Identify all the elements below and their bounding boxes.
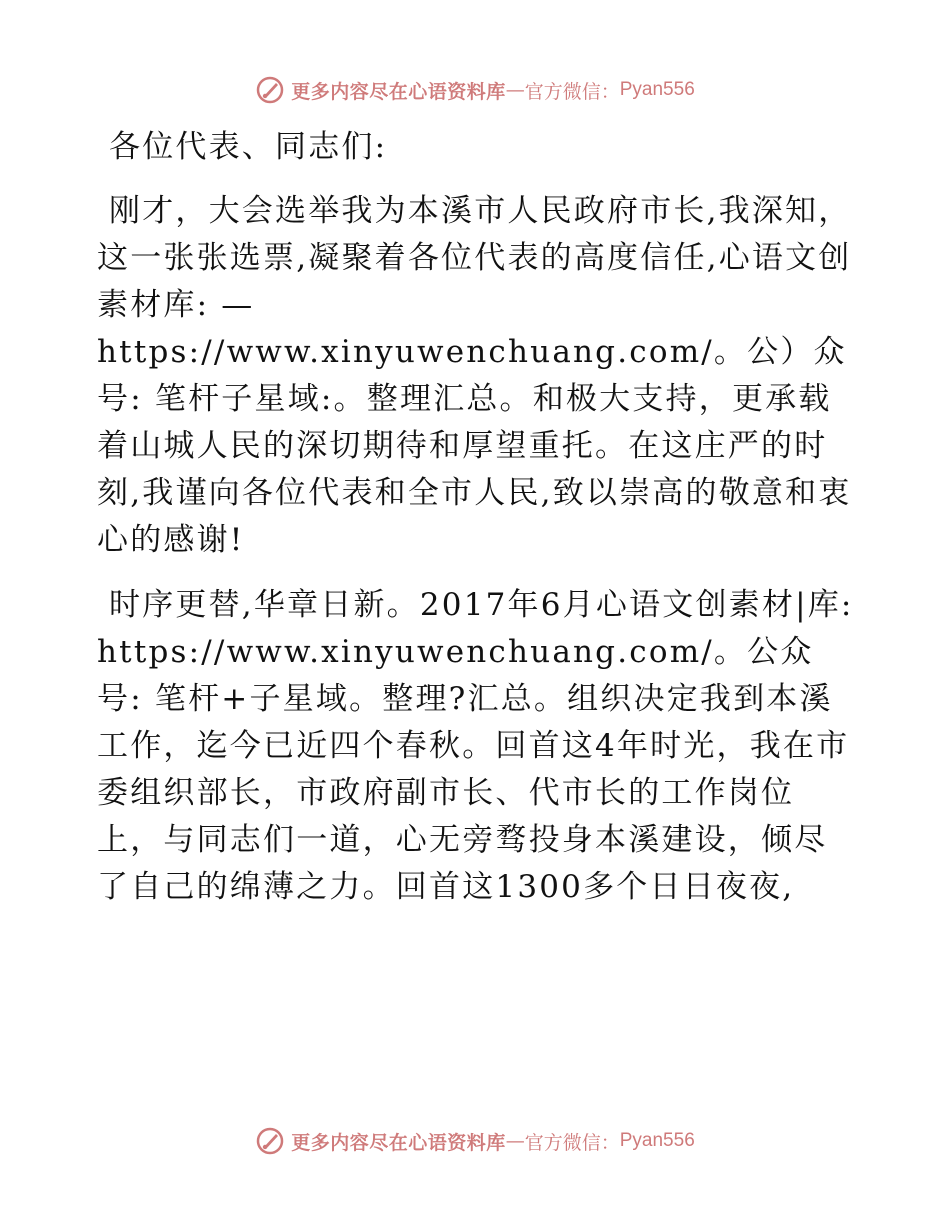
greeting: 各位代表、同志们: <box>109 129 388 165</box>
watermark-text: 更多内容尽在心语资料库 <box>291 1131 506 1154</box>
watermark-wechat-id: Pyan556 <box>619 1130 695 1151</box>
paragraph: 时序更替,华章日新。2017年6月心语文创素材|库: https://www.xinyuwenchuang.com/。公众号: 笔杆+子星域。整理?汇总。组织决定我到本溪工作，迄今已近四个春秋。回首这4年时光，我在市委组织部长，市政府副市长、代市长的工作岗位上，与同志们一道，心无旁骛投身本溪建设，倾尽了自己的绵薄之力。回首这1300多个日日夜夜, <box>97 587 854 905</box>
watermark-text: 更多内容尽在心语资料库 <box>291 80 506 103</box>
watermark-separator: — <box>505 1130 525 1152</box>
paragraph: 刚才，大会选举我为本溪市人民政府市长,我深知，这一张张选票,凝聚着各位代表的高度信任,心语文创素材库: —https://www.xinyuwenchuang.com/。公）众号: 笔杆子星域:。整理汇总。和极大支持，更承载着山城人民的深切期待和厚望重托。在这庄严的时刻,我谨向各位代表和全市人民,致以崇高的敬意和衷心的感谢! <box>97 193 852 558</box>
header-watermark <box>0 70 950 110</box>
footer-watermark <box>0 1121 950 1161</box>
quill-logo-icon <box>255 75 285 105</box>
watermark-separator: — <box>505 79 525 101</box>
watermark-wechat-id: Pyan556 <box>619 79 695 100</box>
watermark-wechat-label: 官方微信： <box>524 80 620 103</box>
document-body <box>97 124 857 929</box>
quill-logo-icon <box>255 1126 285 1156</box>
watermark-wechat-label: 官方微信： <box>524 1131 620 1154</box>
